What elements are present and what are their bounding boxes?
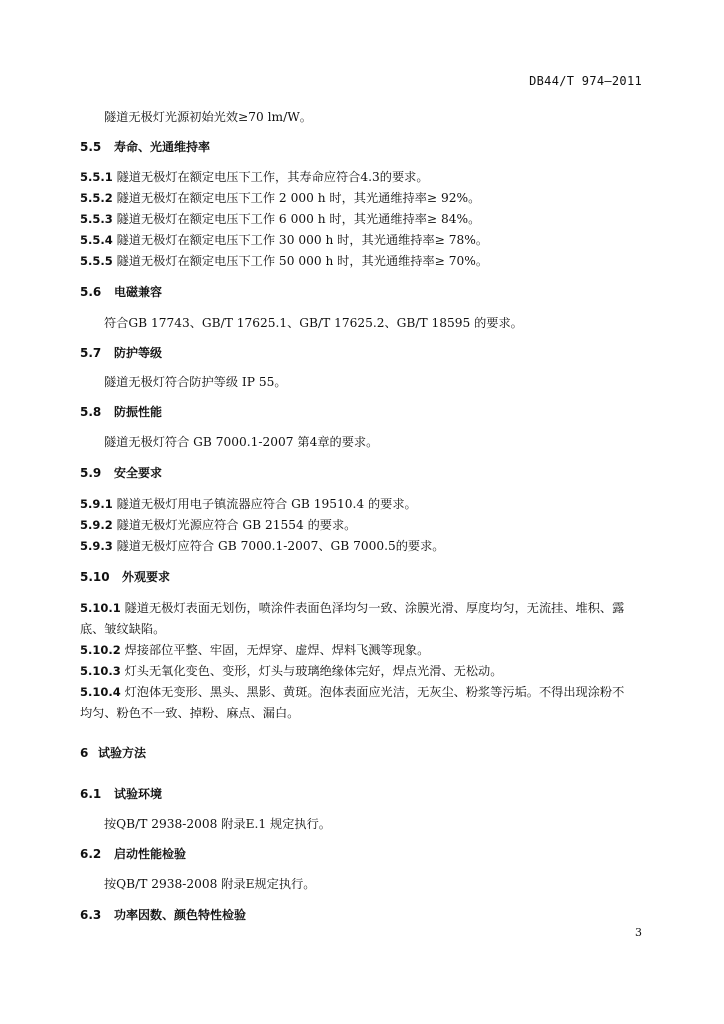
clause-5-10-3 xyxy=(80,663,502,679)
clause-5-5-5 xyxy=(80,253,488,269)
section-number: 5.8 xyxy=(80,405,102,419)
clause-5-5-3 xyxy=(80,211,480,227)
section-number: 6.1 xyxy=(80,787,102,801)
clause-number: 5.9.3 xyxy=(80,539,113,553)
clause-text: 隧道无极灯在额定电压下工作 6 000 h 时，其光通维持率≥ 84%。 xyxy=(116,212,481,226)
section-title: 防护等级 xyxy=(114,346,163,360)
section-number: 6.2 xyxy=(80,847,102,861)
section-heading-5-6 xyxy=(80,284,162,300)
clause-number: 5.9.2 xyxy=(80,518,113,532)
clause-5-10-1 xyxy=(80,600,624,616)
clause-number: 5.9.1 xyxy=(80,497,113,511)
section-number: 5.5 xyxy=(80,140,102,154)
clause-text: 隧道无极灯用电子镇流器应符合 GB 19510.4 的要求。 xyxy=(116,497,417,511)
intro-line: 隧道无极灯光源初始光效≥70 lm/W。 xyxy=(104,110,312,124)
clause-number: 5.10.2 xyxy=(80,643,121,657)
clause-5-10-4 xyxy=(80,684,624,700)
section-number: 5.10 xyxy=(80,570,110,584)
clause-text: 隧道无极灯在额定电压下工作 30 000 h 时，其光通维持率≥ 78%。 xyxy=(116,233,489,247)
section-heading-5-5 xyxy=(80,139,210,155)
clause-text: 隧道无极灯在额定电压下工作 2 000 h 时，其光通维持率≥ 92%。 xyxy=(116,191,481,205)
clause-number: 5.5.1 xyxy=(80,170,113,184)
section-heading-6-3 xyxy=(80,907,246,923)
section-body-6-2: 按QB/T 2938-2008 附录E规定执行。 xyxy=(104,877,316,891)
chapter-heading-6 xyxy=(80,745,146,761)
section-title: 电磁兼容 xyxy=(114,285,163,299)
clause-text: 隧道无极灯在额定电压下工作，其寿命应符合4.3的要求。 xyxy=(116,170,429,184)
section-title: 安全要求 xyxy=(114,466,163,480)
section-title: 外观要求 xyxy=(122,570,171,584)
clause-text: 隧道无极灯光源应符合 GB 21554 的要求。 xyxy=(116,518,357,532)
section-title: 试验环境 xyxy=(114,787,163,801)
clause-number: 5.5.2 xyxy=(80,191,113,205)
section-body-6-1: 按QB/T 2938-2008 附录E.1 规定执行。 xyxy=(104,817,331,831)
section-title: 寿命、光通维持率 xyxy=(114,140,211,154)
clause-5-10-1-continued: 底、皱纹缺陷。 xyxy=(80,622,166,636)
section-body-5-8: 隧道无极灯符合 GB 7000.1-2007 第4章的要求。 xyxy=(104,435,379,449)
clause-text: 灯泡体无变形、黑头、黑影、黄斑。泡体表面应光洁，无灰尘、粉浆等污垢。不得出现涂粉不 xyxy=(124,685,625,699)
clause-5-5-1 xyxy=(80,169,429,185)
clause-number: 5.10.3 xyxy=(80,664,121,678)
clause-text: 焊接部位平整、牢固，无焊穿、虚焊、焊料飞溅等现象。 xyxy=(124,643,430,657)
section-title: 启动性能检验 xyxy=(114,847,187,861)
clause-5-9-2 xyxy=(80,517,356,533)
section-heading-5-7 xyxy=(80,345,162,361)
clause-text: 灯头无氧化变色、变形，灯头与玻璃绝缘体完好，焊点光滑、无松动。 xyxy=(124,664,503,678)
page-number: 3 xyxy=(635,926,642,939)
section-number: 6.3 xyxy=(80,908,102,922)
clause-text: 隧道无极灯在额定电压下工作 50 000 h 时，其光通维持率≥ 70%。 xyxy=(116,254,489,268)
section-heading-6-1 xyxy=(80,786,162,802)
standard-code: DB44/T 974—2011 xyxy=(529,74,642,88)
section-number: 5.7 xyxy=(80,346,102,360)
section-heading-6-2 xyxy=(80,846,186,862)
clause-text: 隧道无极灯应符合 GB 7000.1-2007、GB 7000.5的要求。 xyxy=(116,539,445,553)
section-title: 防振性能 xyxy=(114,405,163,419)
section-title: 功率因数、颜色特性检验 xyxy=(114,908,247,922)
clause-5-5-4 xyxy=(80,232,488,248)
section-number: 5.9 xyxy=(80,466,102,480)
section-heading-5-9 xyxy=(80,465,162,481)
clause-5-9-1 xyxy=(80,496,417,512)
clause-5-5-2 xyxy=(80,190,480,206)
section-heading-5-8 xyxy=(80,404,162,420)
clause-number: 5.5.4 xyxy=(80,233,113,247)
clause-5-10-2 xyxy=(80,642,429,658)
clause-number: 5.5.5 xyxy=(80,254,113,268)
clause-number: 5.10.1 xyxy=(80,601,121,615)
clause-text: 隧道无极灯表面无划伤，喷涂件表面色泽均匀一致、涂膜光滑、厚度均匀，无流挂、堆积、露 xyxy=(124,601,625,615)
clause-5-9-3 xyxy=(80,538,445,554)
section-body-5-7: 隧道无极灯符合防护等级 IP 55。 xyxy=(104,375,287,389)
clause-number: 5.10.4 xyxy=(80,685,121,699)
chapter-title: 试验方法 xyxy=(98,746,147,760)
clause-number: 5.5.3 xyxy=(80,212,113,226)
section-number: 5.6 xyxy=(80,285,102,299)
section-body-5-6: 符合GB 17743、GB/T 17625.1、GB/T 17625.2、GB/T 18595 的要求。 xyxy=(104,316,523,330)
chapter-number: 6 xyxy=(80,746,89,760)
clause-5-10-4-continued: 均匀、粉色不一致、掉粉、麻点、漏白。 xyxy=(80,706,300,720)
section-heading-5-10 xyxy=(80,569,170,585)
